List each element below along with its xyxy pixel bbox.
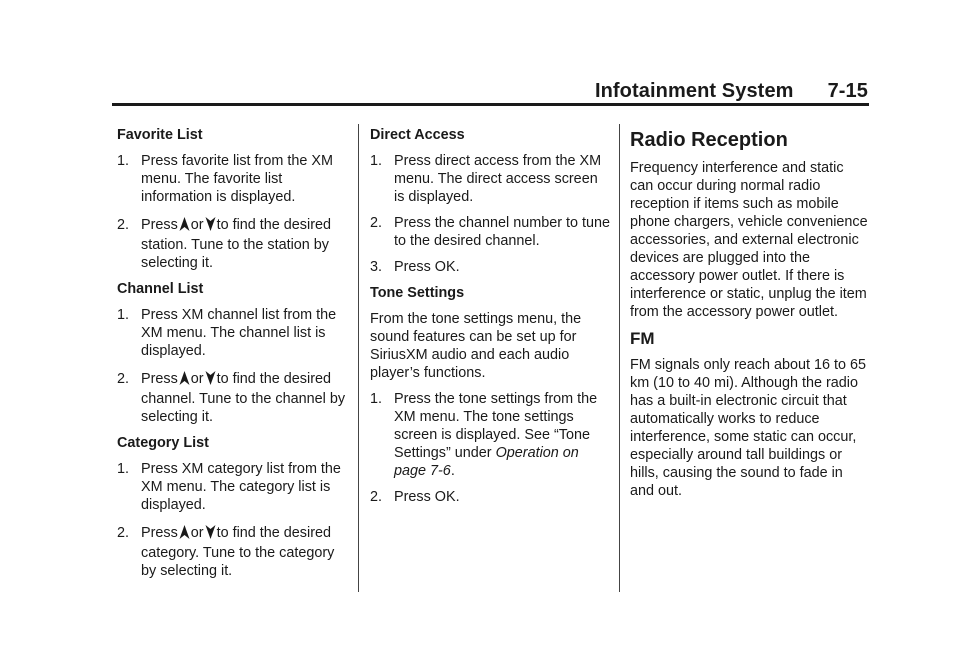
tone-settings-heading: Tone Settings	[370, 285, 465, 301]
up-arrow-icon	[179, 370, 190, 386]
column-left	[117, 126, 347, 588]
channel-step-1: 1. Press XM channel list from the XM menu. The channel list is displayed.	[117, 307, 337, 359]
down-arrow-icon	[205, 524, 216, 540]
category-list-heading: Category List	[117, 435, 209, 451]
down-arrow-icon	[205, 370, 216, 386]
radio-reception-heading: Radio Reception	[630, 129, 788, 151]
fm-text: FM signals only reach about 16 to 65 km (10 to 40 mi). Although the radio has a built-in electronic circuit that automatically works to reduce interference, some static can occur, especially around tall buildings or hills, causing the sound to fade in and out.	[630, 357, 866, 499]
column-middle	[370, 126, 610, 514]
column-right	[630, 126, 870, 508]
favorite-step-2: 2. Press or to find the desired station. Tune to the station by selecting it.	[117, 217, 331, 271]
favorite-step-1: 1. Press favorite list from the XM menu. The favorite list information is displayed.	[117, 153, 333, 205]
tone-step-2: 2. Press OK.	[370, 489, 460, 505]
fm-heading: FM	[630, 329, 655, 348]
channel-step-2: 2. Press or to find the desired channel. Tune to the channel by selecting it.	[117, 371, 346, 425]
operation-reference-link[interactable]: Operation on page 7-6	[394, 445, 579, 479]
up-arrow-icon	[179, 216, 190, 232]
up-arrow-icon	[179, 524, 190, 540]
direct-step-2: 2. Press the channel number to tune to the desired channel.	[370, 215, 610, 249]
page-number: 7-15	[827, 80, 868, 102]
column-divider-2	[619, 124, 620, 592]
tone-step-1: 1. Press the tone settings from the XM menu. The tone settings screen is displayed. See “Tone Settings” under Operation on page 7-6.	[370, 391, 598, 479]
tone-settings-intro: From the tone settings menu, the sound features can be set up for SiriusXM audio and each audio player’s functions.	[370, 311, 582, 381]
favorite-list-heading: Favorite List	[117, 127, 203, 143]
down-arrow-icon	[205, 216, 216, 232]
direct-access-heading: Direct Access	[370, 127, 465, 143]
direct-step-3: 3. Press OK.	[370, 259, 460, 275]
channel-list-heading: Channel List	[117, 281, 204, 297]
category-step-1: 1. Press XM category list from the XM menu. The category list is displayed.	[117, 461, 341, 513]
header-rule	[112, 103, 869, 106]
category-step-2: 2. Press or to find the desired category. Tune to the category by selecting it.	[117, 525, 335, 579]
section-title: Infotainment System	[594, 80, 794, 102]
radio-reception-text: Frequency interference and static can occur during normal radio reception if items such as mobile phone chargers, vehicle convenience accessories, and external electronic devices are plugged into the accessory power outlet. If there is interference or static, unplug the item from the accessory power outlet.	[630, 160, 868, 320]
column-divider-1	[358, 124, 359, 592]
direct-step-1: 1. Press direct access from the XM menu. The direct access screen is displayed.	[370, 153, 602, 205]
